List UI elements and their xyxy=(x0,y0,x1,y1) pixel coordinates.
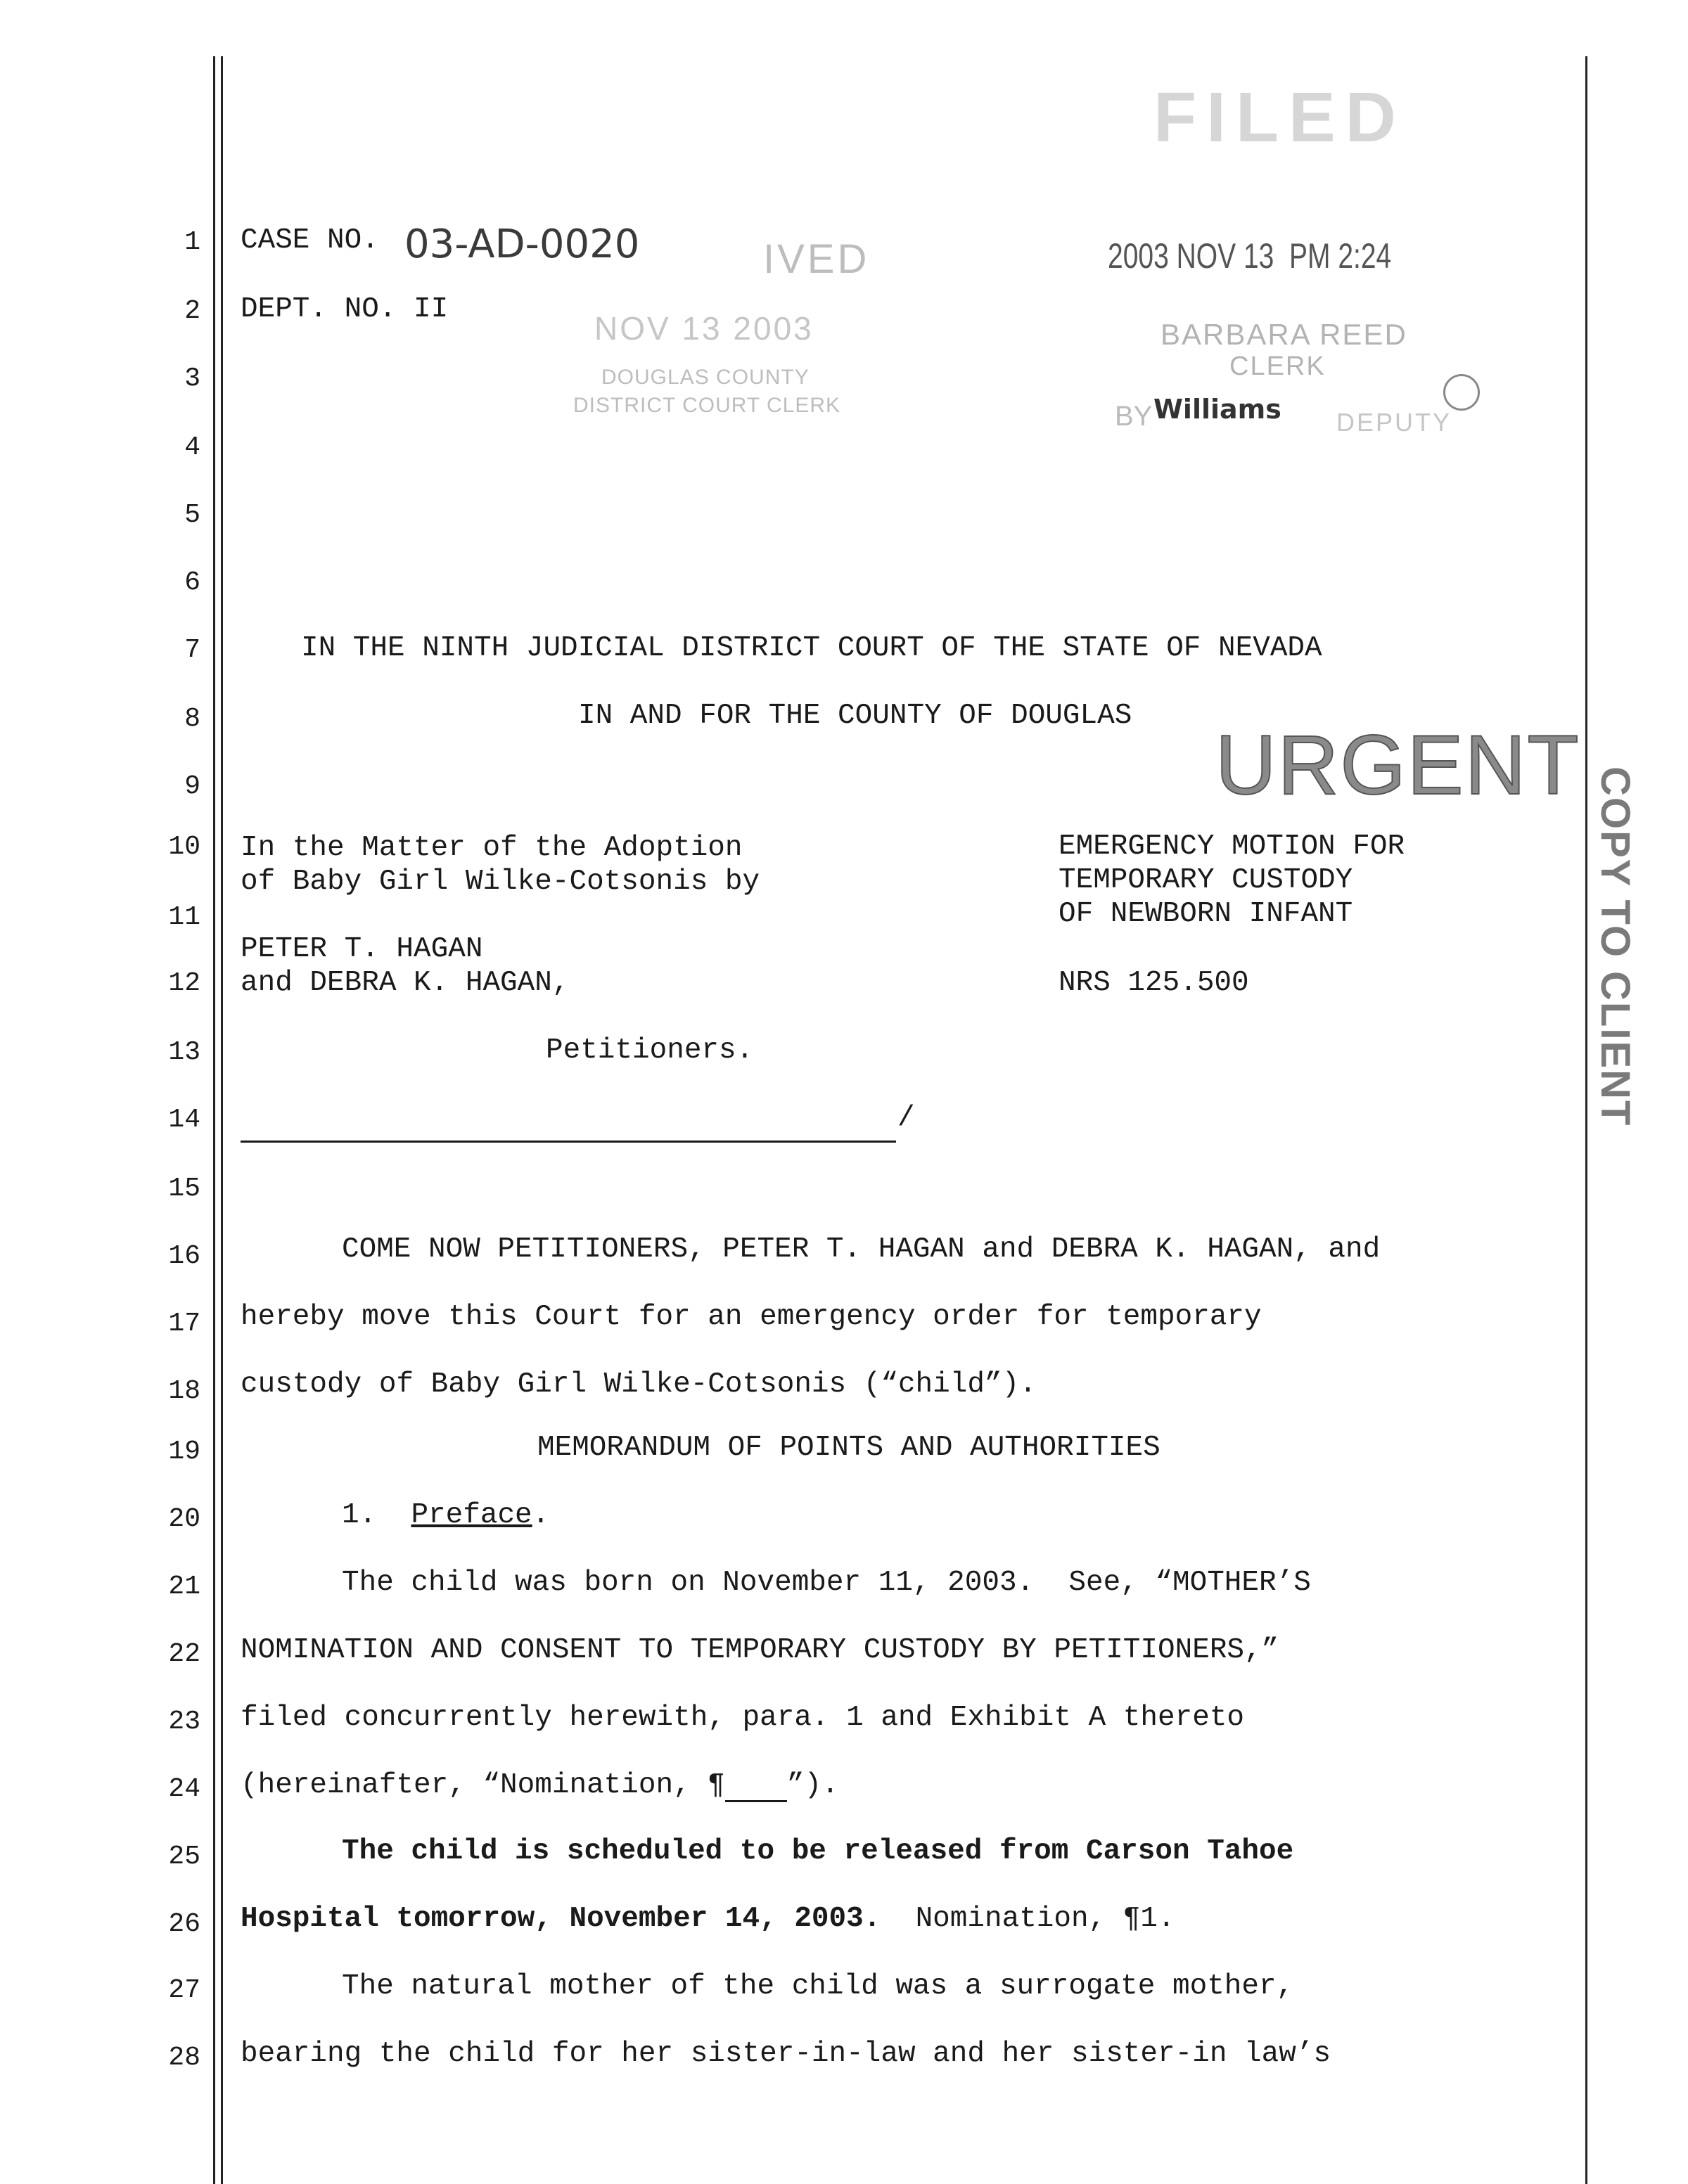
copy-to-client-stamp: COPY TO CLIENT xyxy=(1592,766,1638,1127)
line-number: 6 xyxy=(184,567,200,598)
received-date-stamp: NOV 13 2003 xyxy=(594,310,814,347)
case-number-value: 03-AD-0020 xyxy=(404,221,640,267)
body-line-26 xyxy=(241,1902,1175,1936)
petitioners-label: Petitioners. xyxy=(546,1034,754,1067)
right-margin-rule xyxy=(1585,56,1587,2184)
deputy-signature: Williams xyxy=(1153,394,1281,425)
line-number: 24 xyxy=(168,1774,200,1804)
dept-number: DEPT. NO. II xyxy=(241,293,449,326)
by-deputy-suffix: DEPUTY xyxy=(1336,408,1452,437)
clerk-title-stamp: CLERK xyxy=(1229,352,1326,381)
line-number: 18 xyxy=(168,1376,200,1406)
line-number: 13 xyxy=(168,1037,200,1067)
section-number: 1. xyxy=(342,1499,377,1531)
section-heading xyxy=(342,1498,549,1532)
memorandum-heading: MEMORANDUM OF POINTS AND AUTHORITIES xyxy=(537,1432,1160,1464)
line-number: 16 xyxy=(168,1241,200,1271)
line-number: 19 xyxy=(168,1437,200,1467)
statute-reference: NRS 125.500 xyxy=(1059,967,1249,999)
caption-slash: / xyxy=(897,1102,915,1134)
line-number: 28 xyxy=(168,2043,200,2073)
motion-title-line-3: OF NEWBORN INFANT xyxy=(1059,898,1353,930)
body-line-18: custody of Baby Girl Wilke-Cotsonis (“child”). xyxy=(241,1368,1037,1401)
body-line-22: NOMINATION AND CONSENT TO TEMPORARY CUSTODY BY PETITIONERS,” xyxy=(241,1634,1279,1666)
line-number: 15 xyxy=(168,1174,200,1204)
body-line-21: The child was born on November 11, 2003. See, “MOTHER’S xyxy=(342,1567,1311,1599)
clerk-name-stamp: BARBARA REED xyxy=(1160,318,1407,351)
body-line-26-bold: Hospital tomorrow, November 14, 2003. xyxy=(241,1903,881,1935)
clerk-initials-circle xyxy=(1443,374,1480,411)
caption-underline xyxy=(241,1141,896,1143)
body-line-23: filed concurrently herewith, para. 1 and Exhibit A thereto xyxy=(241,1702,1245,1734)
motion-title-line-2: TEMPORARY CUSTODY xyxy=(1059,864,1353,897)
line-number: 26 xyxy=(168,1909,200,1939)
line-number: 2 xyxy=(184,296,200,326)
by-deputy-prefix: BY xyxy=(1115,401,1153,432)
line-number: 1 xyxy=(184,227,200,257)
line-number: 10 xyxy=(168,832,200,862)
received-county-stamp: DOUGLAS COUNTY xyxy=(601,366,810,389)
line-number: 8 xyxy=(184,704,200,734)
line-number: 23 xyxy=(168,1707,200,1737)
line-number: 25 xyxy=(168,1842,200,1872)
petitioner-line-1: PETER T. HAGAN xyxy=(241,933,483,965)
body-line-16: COME NOW PETITIONERS, PETER T. HAGAN and DEBRA K. HAGAN, and xyxy=(342,1233,1381,1266)
received-stamp-suffix: IVED xyxy=(763,236,870,282)
motion-title-line-1: EMERGENCY MOTION FOR xyxy=(1059,830,1405,863)
body-line-24-end: ”). xyxy=(786,1769,839,1801)
body-line-25: The child is scheduled to be released from Carson Tahoe xyxy=(342,1835,1294,1868)
case-number-label: CASE NO. xyxy=(241,224,379,257)
line-number: 21 xyxy=(168,1572,200,1602)
line-number: 12 xyxy=(168,968,200,998)
body-line-17: hereby move this Court for an emergency order for temporary xyxy=(241,1301,1262,1333)
body-line-24 xyxy=(241,1768,839,1802)
court-name-line-1: IN THE NINTH JUDICIAL DISTRICT COURT OF THE STATE OF NEVADA xyxy=(301,632,1322,664)
line-number: 20 xyxy=(168,1504,200,1534)
left-margin-rule-outer xyxy=(213,56,215,2184)
section-period: . xyxy=(532,1499,550,1531)
body-line-27: The natural mother of the child was a surrogate mother, xyxy=(342,1970,1294,2003)
left-margin-rule-inner xyxy=(221,56,223,2184)
line-number: 5 xyxy=(184,500,200,530)
line-number: 14 xyxy=(168,1105,200,1135)
line-number: 11 xyxy=(168,902,200,932)
urgent-stamp: URGENT xyxy=(1215,718,1580,812)
line-number: 3 xyxy=(184,364,200,394)
line-number: 9 xyxy=(184,771,200,802)
line-number: 4 xyxy=(184,432,200,463)
section-title: Preface xyxy=(411,1499,532,1531)
petitioner-line-2: and DEBRA K. HAGAN, xyxy=(241,967,570,999)
line-number: 17 xyxy=(168,1309,200,1339)
filed-stamp: FILED xyxy=(1153,78,1406,157)
body-line-28: bearing the child for her sister-in-law and her sister-in law’s xyxy=(241,2038,1331,2070)
filed-datetime-stamp: 2003 NOV 13 PM 2:24 xyxy=(1108,236,1392,276)
body-line-24-start: (hereinafter, “Nomination, ¶ xyxy=(241,1769,725,1801)
line-number: 27 xyxy=(168,1975,200,2005)
received-clerk-stamp: DISTRICT COURT CLERK xyxy=(573,394,841,417)
line-number: 7 xyxy=(184,635,200,665)
court-name-line-2: IN AND FOR THE COUNTY OF DOUGLAS xyxy=(578,700,1132,732)
line-number: 22 xyxy=(168,1639,200,1669)
matter-title-line-1: In the Matter of the Adoption xyxy=(241,832,743,864)
matter-title-line-2: of Baby Girl Wilke-Cotsonis by xyxy=(241,866,760,898)
body-line-26-rest: Nomination, ¶1. xyxy=(881,1903,1175,1935)
paragraph-blank xyxy=(725,1776,787,1802)
